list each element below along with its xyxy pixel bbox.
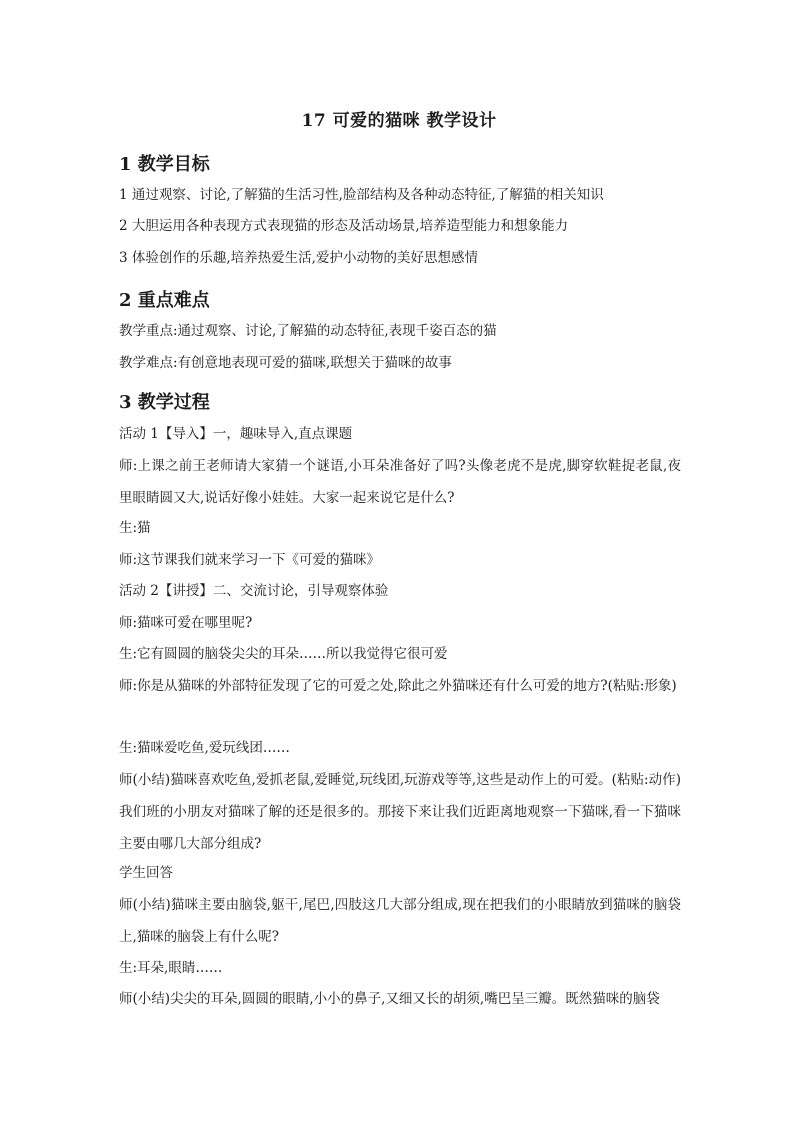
paragraph: 师:上课之前王老师请大家猜一个谜语,小耳朵准备好了吗?头像老虎不是虎,脚穿软鞋捉老鼠,夜里眼睛圆又大,说话好像小娃娃。大家一起来说它是什么? xyxy=(119,458,681,506)
paragraph: 教学难点:有创意地表现可爱的猫咪,联想关于猫咪的故事 xyxy=(119,355,452,371)
paragraph: 学生回答 xyxy=(119,865,173,881)
paragraph: 师(小结)尖尖的耳朵,圆圆的眼睛,小小的鼻子,又细又长的胡须,嘴巴呈三瓣。既然猫咪的脑袋 xyxy=(119,991,660,1007)
paragraph: 师(小结)猫咪主要由脑袋,躯干,尾巴,四肢这几大部分组成,现在把我们的小眼睛放到猫咪的脑袋上,猫咪的脑袋上有什么呢? xyxy=(119,897,681,945)
section-heading-process: 3 教学过程 xyxy=(119,392,210,413)
paragraph: 生:耳朵,眼睛…… xyxy=(119,960,223,976)
document-title: 17 可爱的猫咪 教学设计 xyxy=(301,111,497,131)
paragraph: 师(小结)猫咪喜欢吃鱼,爱抓老鼠,爱睡觉,玩线团,玩游戏等等,这些是动作上的可爱。(粘贴:动作)我们班的小朋友对猫咪了解的还是很多的。那接下来让我们近距离地观察一下猫咪,看一下猫咪主要由哪几大部分组成? xyxy=(119,772,681,852)
paragraph: 师:这节课我们就来学习一下《可爱的猫咪》 xyxy=(119,552,381,568)
paragraph: 教学重点:通过观察、讨论,了解猫的动态特征,表现千姿百态的猫 xyxy=(119,323,497,339)
section-heading-key-points: 2 重点难点 xyxy=(119,290,210,311)
paragraph: 2 大胆运用各种表现方式表现猫的形态及活动场景,培养造型能力和想象能力 xyxy=(119,218,569,234)
paragraph: 生:猫 xyxy=(119,520,151,536)
paragraph: 生:它有圆圆的脑袋尖尖的耳朵……所以我觉得它很可爱 xyxy=(119,646,448,662)
paragraph: 师:你是从猫咪的外部特征发现了它的可爱之处,除此之外猫咪还有什么可爱的地方?(粘贴:形象) xyxy=(119,678,677,694)
paragraph: 1 通过观察、讨论,了解猫的生活习性,脸部结构及各种动态特征,了解猫的相关知识 xyxy=(119,187,604,203)
paragraph: 3 体验创作的乐趣,培养热爱生活,爱护小动物的美好思想感情 xyxy=(119,250,478,266)
paragraph: 活动 1【导入】一，趣味导入,直点课题 xyxy=(119,426,353,442)
paragraph: 活动 2【讲授】二、交流讨论，引导观察体验 xyxy=(119,583,389,599)
section-heading-objectives: 1 教学目标 xyxy=(119,154,210,175)
paragraph: 师:猫咪可爱在哪里呢? xyxy=(119,615,253,631)
paragraph: 生:猫咪爱吃鱼,爱玩线团…… xyxy=(119,740,290,756)
